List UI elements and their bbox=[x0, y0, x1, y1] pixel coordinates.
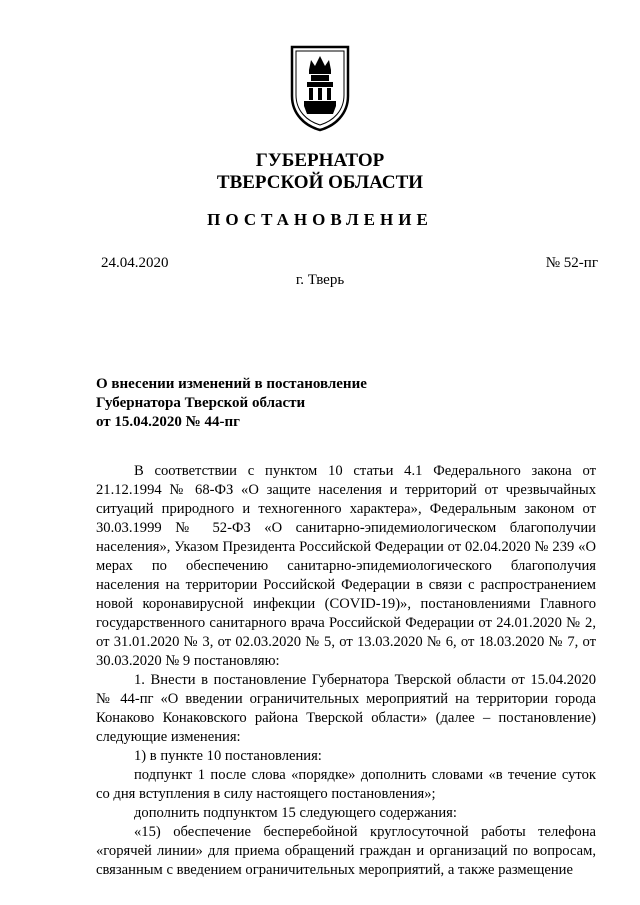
body-paragraph: 1) в пункте 10 постановления: bbox=[134, 748, 322, 764]
authority-title-line2: ТВЕРСКОЙ ОБЛАСТИ bbox=[216, 172, 424, 193]
body-paragraph: «15) обеспечение бесперебойной круглосуточной работы телефона «горячей линии» для приема обращений граждан и организаций по вопросам, связанным с введением ограничительных мероприятий, а также размещение bbox=[96, 824, 596, 878]
document-type: ПОСТАНОВЛЕНИЕ bbox=[207, 210, 433, 229]
body-paragraph: В соответствии с пунктом 10 статьи 4.1 Федерального закона от 21.12.1994 № 68-ФЗ «О защите населения и территорий от чрезвычайных ситуаций природного и техногенного характера», Федеральным законом от 30.03.1999 № 52-ФЗ «О санитарно-эпидемиологическом благополучии населения», Указом Президента Российской Федерации от 02.04.2020 № 239 «О мерах по обеспечению санитарно-эпидемиологического благополучия населения на территории Российской Федерации в связи с распространением новой коронавирусной инфекции (COVID-19)», постановлениями Главного государственного санитарного врача Российской Федерации от 24.01.2020 № 2, от 31.01.2020 № 3, от 02.03.2020 № 5, от 13.03.2020 № 6, от 18.03.2020 № 7, от 30.03.2020 № 9 постановляю: bbox=[96, 463, 596, 669]
coat-of-arms-icon bbox=[289, 44, 351, 132]
document-city: г. Тверь bbox=[295, 272, 345, 288]
body-paragraph: 1. Внести в постановление Губернатора Тверской области от 15.04.2020 № 44-пг «О введении ограничительных мероприятий на территории города Конаково Конаковского района Тверской области» (далее – постановление) следующие изменения: bbox=[96, 672, 596, 745]
subject-line: О внесении изменений в постановление bbox=[96, 376, 367, 392]
document-number: № 52-пг bbox=[545, 255, 598, 271]
document-subject bbox=[96, 375, 367, 432]
document-date: 24.04.2020 bbox=[101, 255, 169, 271]
subject-line: Губернатора Тверской области bbox=[96, 395, 306, 411]
body-paragraph: дополнить подпунктом 15 следующего содержания: bbox=[134, 805, 457, 821]
subject-line: от 15.04.2020 № 44-пг bbox=[96, 414, 240, 430]
authority-title-line1: ГУБЕРНАТОР bbox=[255, 150, 385, 171]
body-paragraph: подпункт 1 после слова «порядке» дополнить словами «в течение суток со дня вступления в силу настоящего постановления»; bbox=[96, 767, 596, 802]
document-body bbox=[96, 462, 596, 880]
